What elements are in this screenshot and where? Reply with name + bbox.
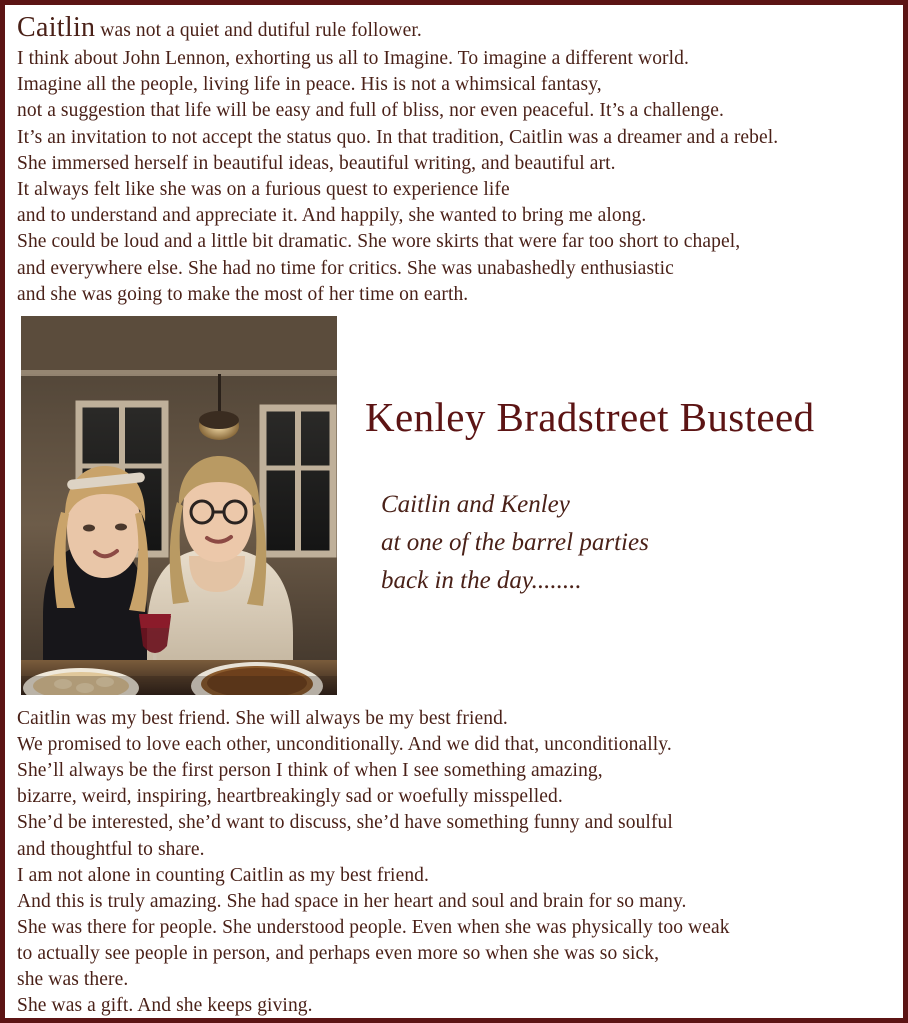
top-paragraph	[17, 13, 891, 308]
top-line-10: and everywhere else. She had no time for critics. She was unabashedly enthusiastic	[17, 257, 674, 279]
memorial-photo	[21, 316, 337, 695]
caption-line-2: at one of the barrel parties	[381, 529, 649, 557]
opening-word: Caitlin	[17, 12, 96, 43]
bottom-line-12: She was a gift. And she keeps giving.	[17, 995, 313, 1017]
photo-caption	[381, 486, 891, 600]
top-line-1-text: was not a quiet and dutiful rule follower.	[95, 20, 422, 41]
top-line-1	[17, 13, 891, 46]
caption-line-3: back in the day........	[381, 567, 582, 595]
bottom-line-6: and thoughtful to share.	[17, 838, 205, 860]
bottom-paragraph	[17, 706, 891, 1019]
top-line-4: not a suggestion that life will be easy and full of bliss, nor even peaceful. It’s a challenge.	[17, 100, 724, 122]
bottom-line-11: she was there.	[17, 968, 129, 990]
photo-illustration	[21, 316, 337, 695]
honoree-name: Kenley Bradstreet Busteed	[365, 394, 815, 441]
top-line-9: She could be loud and a little bit dramatic. She wore skirts that were far too short to chapel,	[17, 231, 741, 253]
page-content	[5, 5, 903, 1018]
title-column	[353, 316, 891, 698]
bottom-line-9: She was there for people. She understood people. Even when she was physically too weak	[17, 916, 730, 938]
bottom-line-8: And this is truly amazing. She had space in her heart and soul and brain for so many.	[17, 890, 687, 912]
caption-line-1: Caitlin and Kenley	[381, 491, 570, 519]
top-line-6: She immersed herself in beautiful ideas, beautiful writing, and beautiful art.	[17, 152, 616, 174]
top-line-8: and to understand and appreciate it. And happily, she wanted to bring me along.	[17, 205, 647, 227]
top-line-11: and she was going to make the most of her time on earth.	[17, 283, 469, 305]
bottom-line-10: to actually see people in person, and perhaps even more so when she was so sick,	[17, 942, 660, 964]
bottom-line-1: Caitlin was my best friend. She will always be my best friend.	[17, 708, 508, 730]
top-line-2: I think about John Lennon, exhorting us all to Imagine. To imagine a different world.	[17, 48, 689, 69]
top-line-7: It always felt like she was on a furious quest to experience life	[17, 179, 510, 201]
bottom-line-7: I am not alone in counting Caitlin as my best friend.	[17, 864, 430, 886]
bottom-line-3: She’ll always be the first person I think of when I see something amazing,	[17, 760, 603, 782]
bottom-line-4: bizarre, weird, inspiring, heartbreakingly sad or woefully misspelled.	[17, 786, 563, 808]
top-line-5: It’s an invitation to not accept the status quo. In that tradition, Caitlin was a dreamer and a rebel.	[17, 126, 779, 148]
bottom-line-2: We promised to love each other, unconditionally. And we did that, unconditionally.	[17, 734, 672, 756]
top-line-3: Imagine all the people, living life in peace. His is not a whimsical fantasy,	[17, 74, 602, 96]
photo-and-title-row	[17, 316, 891, 698]
bottom-line-5: She’d be interested, she’d want to discuss, she’d have something funny and soulful	[17, 812, 673, 834]
